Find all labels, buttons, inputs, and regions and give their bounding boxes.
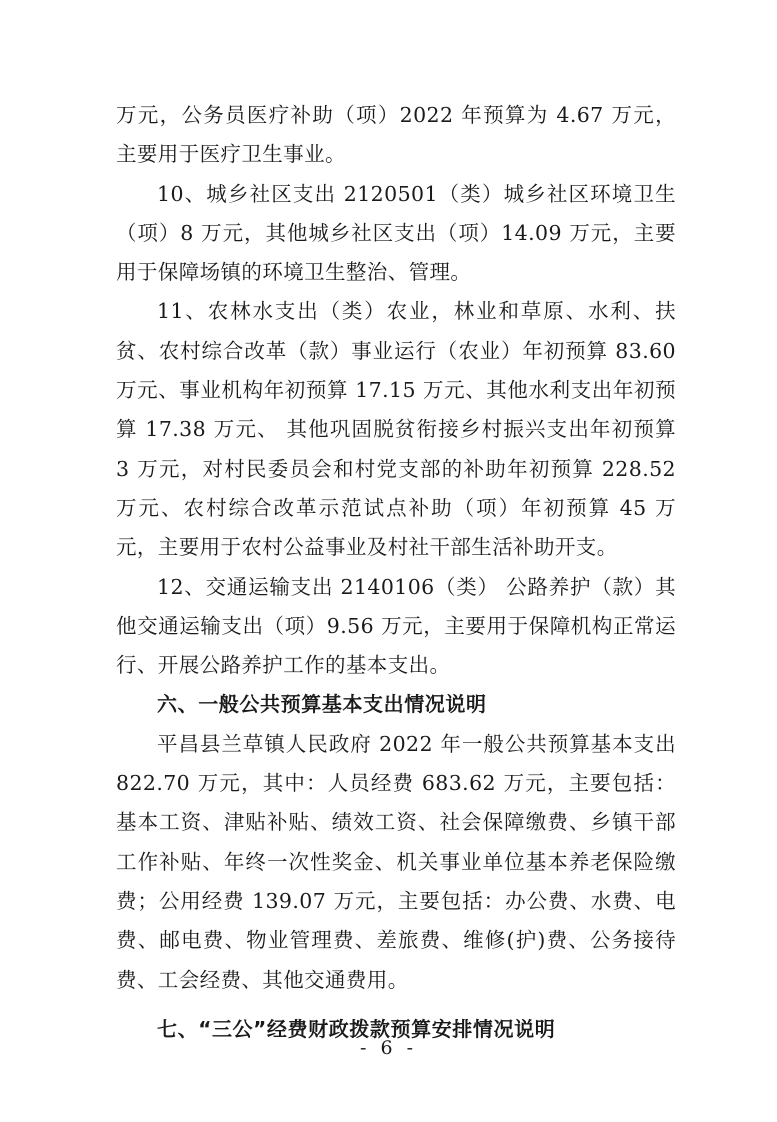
paragraph-continuation: 万元，公务员医疗补助（项）2022 年预算为 4.67 万元，主要用于医疗卫生事业。 [116, 103, 676, 167]
paragraph-item-10: 10、城乡社区支出 2120501（类）城乡社区环境卫生（项）8 万元，其他城乡社区支出（项）14.09 万元，主要用于保障场镇的环境卫生整治、管理。 [116, 181, 676, 285]
paragraph-item-12: 12、交通运输支出 2140106（类） 公路养护（款）其他交通运输支出（项）9.56 万元，主要用于保障机构正常运行、开展公路养护工作的基本支出。 [116, 574, 676, 678]
section-7-heading: 七、“三公”经费财政拨款预算安排情况说明 [157, 1016, 556, 1041]
section-6-heading: 六、一般公共预算基本支出情况说明 [157, 692, 487, 717]
page-content [116, 96, 676, 1049]
page-number: - 6 - [359, 1037, 417, 1059]
paragraph-item-11: 11、农林水支出（类）农业，林业和草原、水利、扶贫、农村综合改革（款）事业运行（农业）年初预算 83.60 万元、事业机构年初预算 17.15 万元、其他水利支出年初预算 17.38 万元、 其他巩固脱贫衔接乡村振兴支出年初预算 3 万元，对村民委员会和村党支部的补助年初预算 228.52 万元、农村综合改革示范试点补助（项）年初预算 45 万元，主要用于农村公益事业及村社干部生活补助开支。 [116, 299, 676, 560]
section-6-body: 平昌县兰草镇人民政府 2022 年一般公共预算基本支出 822.70 万元，其中：人员经费 683.62 万元，主要包括：基本工资、津贴补贴、绩效工资、社会保障缴费、乡镇干部工作补贴、年终一次性奖金、机关事业单位基本养老保险缴费；公用经费 139.07 万元，主要包括：办公费、水费、电费、邮电费、物业管理费、差旅费、维修(护)费、公务接待费、工会经费、其他交通费用。 [116, 731, 676, 992]
